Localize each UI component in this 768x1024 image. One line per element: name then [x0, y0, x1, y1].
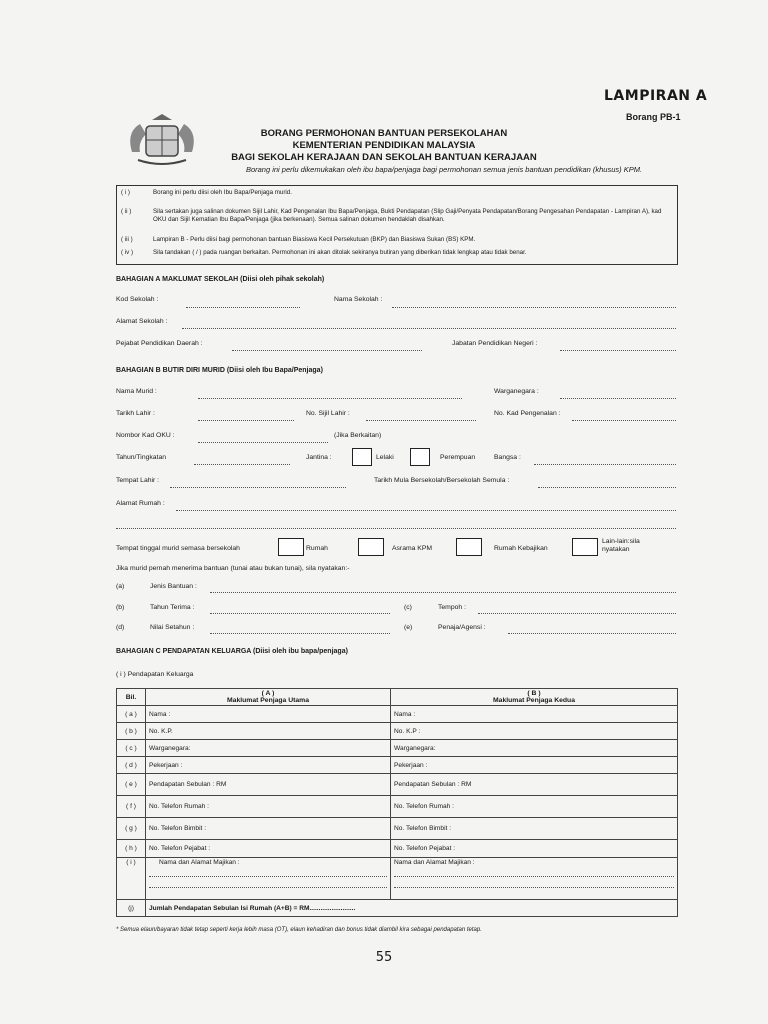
penjaga-b-cell[interactable]: No. Telefon Bimbit :: [391, 818, 678, 840]
penjaga-b-cell[interactable]: No. Telefon Rumah :: [391, 796, 678, 818]
warganegara-field[interactable]: [560, 398, 676, 399]
table-row: ( b ) No. K.P. No. K.P :: [117, 723, 678, 740]
page-number: 55: [375, 950, 393, 965]
perempuan-checkbox[interactable]: [410, 448, 430, 466]
jenis-bantuan-field[interactable]: [210, 592, 676, 593]
tahun-label: Tahun/Tingkatan: [116, 454, 167, 461]
kod-sekolah-label: Kod Sekolah :: [116, 296, 159, 303]
nama-sekolah-field[interactable]: [392, 307, 676, 308]
kad-pengenalan-field[interactable]: [572, 420, 676, 421]
table-row: ( d ) Pekerjaan : Pekerjaan :: [117, 757, 678, 774]
nama-murid-label: Nama Murid :: [116, 388, 157, 395]
jpn-label: Jabatan Pendidikan Negeri :: [452, 340, 538, 347]
warganegara-label: Warganegara :: [494, 388, 539, 395]
item-b: (b): [116, 604, 125, 611]
table-row: ( a ) Nama : Nama :: [117, 706, 678, 723]
section-c-title: BAHAGIAN C PENDAPATAN KELUARGA (Diisi oleh ibu bapa/penjaga): [116, 648, 348, 655]
tempat-tinggal-label: Tempat tinggal murid semasa bersekolah: [116, 545, 240, 552]
section-b-title: BAHAGIAN B BUTIR DIRI MURID (Diisi oleh Ibu Bapa/Penjaga): [116, 367, 323, 374]
ppd-label: Pejabat Pendidikan Daerah :: [116, 340, 203, 347]
penjaga-a-cell[interactable]: No. Telefon Rumah :: [146, 796, 391, 818]
lain-checkbox[interactable]: [572, 538, 598, 556]
penjaga-a-cell[interactable]: Pendapatan Sebulan : RM: [146, 774, 391, 796]
oku-note: (Jika Berkaitan): [334, 432, 382, 439]
form-title-line1: BORANG PERMOHONAN BANTUAN PERSEKOLAHAN: [260, 128, 508, 139]
tarikh-mula-field[interactable]: [538, 487, 676, 488]
penjaga-b-cell[interactable]: Pekerjaan :: [391, 757, 678, 774]
form-title-line3: BAGI SEKOLAH KERAJAAN DAN SEKOLAH BANTUAN KERAJAAN: [231, 152, 537, 163]
borang-code: Borang PB-1: [626, 112, 681, 122]
lain-label: Lain-lain:sila nyatakan: [602, 538, 640, 553]
majikan-a-cell[interactable]: Nama dan Alamat Majikan :: [146, 858, 391, 900]
jumlah-cell[interactable]: Jumlah Pendapatan Sebulan Isi Rumah (A+B) = RM.........................: [146, 900, 678, 917]
penjaga-a-cell[interactable]: No. Telefon Pejabat :: [146, 840, 391, 858]
sijil-lahir-field[interactable]: [366, 420, 476, 421]
table-row: ( e ) Pendapatan Sebulan : RM Pendapatan Sebulan : RM: [117, 774, 678, 796]
rumah-checkbox[interactable]: [278, 538, 304, 556]
table-row: ( f ) No. Telefon Rumah : No. Telefon Rumah :: [117, 796, 678, 818]
jantina-label: Jantina :: [306, 454, 332, 461]
col-b-header: ( B ) Maklumat Penjaga Kedua: [391, 689, 678, 706]
penjaga-b-cell[interactable]: Pendapatan Sebulan : RM: [391, 774, 678, 796]
ppd-field[interactable]: [232, 350, 422, 351]
section-a-title: BAHAGIAN A MAKLUMAT SEKOLAH (Diisi oleh pihak sekolah): [116, 276, 325, 283]
lelaki-checkbox[interactable]: [352, 448, 372, 466]
item-d: (d): [116, 624, 125, 631]
table-header-row: [117, 689, 678, 706]
majikan-b-cell[interactable]: Nama dan Alamat Majikan :: [391, 858, 678, 900]
item-a: (a): [116, 583, 125, 590]
kod-sekolah-field[interactable]: [186, 307, 300, 308]
lelaki-label: Lelaki: [376, 454, 394, 461]
penjaga-b-cell[interactable]: Nama :: [391, 706, 678, 723]
table-row: ( h ) No. Telefon Pejabat : No. Telefon Pejabat :: [117, 840, 678, 858]
form-title-line2: KEMENTERIAN PENDIDIKAN MALAYSIA: [292, 140, 476, 151]
penjaga-b-cell[interactable]: No. Telefon Pejabat :: [391, 840, 678, 858]
rumah-label: Rumah: [306, 545, 328, 552]
jpn-field[interactable]: [560, 350, 676, 351]
nama-murid-field[interactable]: [198, 398, 462, 399]
penjaga-a-cell[interactable]: No. K.P.: [146, 723, 391, 740]
table-row: ( i ) Nama dan Alamat Majikan : Nama dan Alamat Majikan :: [117, 858, 678, 900]
lampiran-label: LAMPIRAN A: [604, 88, 708, 104]
tarikh-lahir-label: Tarikh Lahir :: [116, 410, 155, 417]
footnote: * Semua elaun/bayaran tidak tetap seperti kerja lebih masa (OT), elaun kehadiran dan bonus tidak diambil kira sebagai pendapatan tetap.: [116, 927, 482, 933]
alamat-rumah-field-2[interactable]: [116, 528, 676, 529]
alamat-sekolah-label: Alamat Sekolah :: [116, 318, 168, 325]
pendapatan-subtitle: ( i ) Pendapatan Keluarga: [116, 671, 194, 678]
tempoh-field[interactable]: [478, 613, 676, 614]
penjaga-b-cell[interactable]: No. K.P :: [391, 723, 678, 740]
tahun-field[interactable]: [194, 464, 290, 465]
penjaga-a-cell[interactable]: Nama :: [146, 706, 391, 723]
perempuan-label: Perempuan: [440, 454, 476, 461]
bil-header: Bil.: [117, 689, 146, 706]
bangsa-field[interactable]: [534, 464, 676, 465]
nilai-field[interactable]: [210, 633, 390, 634]
jumlah-row: (j) Jumlah Pendapatan Sebulan Isi Rumah (A+B) = RM.........................: [117, 900, 678, 917]
nilai-label: Nilai Setahun :: [150, 624, 195, 631]
form-subtitle: Borang ini perlu dikemukakan oleh ibu bapa/penjaga bagi permohonan semua jenis bantuan pendidikan (khusus) KPM.: [245, 165, 643, 174]
item-c: (c): [404, 604, 412, 611]
penjaga-a-cell[interactable]: Pekerjaan :: [146, 757, 391, 774]
penaja-field[interactable]: [508, 633, 676, 634]
oku-field[interactable]: [198, 442, 328, 443]
tahun-terima-label: Tahun Terima :: [150, 604, 195, 611]
tempat-lahir-label: Tempat Lahir :: [116, 477, 160, 484]
kebajikan-label: Rumah Kebajikan: [494, 545, 548, 552]
income-table: [116, 688, 678, 917]
bangsa-label: Bangsa :: [494, 454, 521, 461]
penjaga-a-cell[interactable]: No. Telefon Bimbit :: [146, 818, 391, 840]
pernah-label: Jika murid pernah menerima bantuan (tunai atau bukan tunai), sila nyatakan:-: [116, 565, 350, 572]
tahun-terima-field[interactable]: [210, 613, 390, 614]
tarikh-lahir-field[interactable]: [198, 420, 294, 421]
penaja-label: Penaja/Agensi :: [438, 624, 486, 631]
alamat-sekolah-field[interactable]: [182, 328, 676, 329]
oku-label: Nombor Kad OKU :: [116, 432, 175, 439]
nama-sekolah-label: Nama Sekolah :: [334, 296, 383, 303]
jenis-bantuan-label: Jenis Bantuan :: [150, 583, 197, 590]
kad-pengenalan-label: No. Kad Pengenalan :: [494, 410, 561, 417]
instructions-box: ( i ) Borang ini perlu diisi oleh Ibu Bapa/Penjaga murid. ( ii ) Sila sertakan juga salinan dokumen Sijil Lahir, Kad Pengenalan Ibu Bapa/Penjaga, Bukti Pendapatan (Slip Gaji/Penyata Pendapatan/Borang Pengesahan Pendapatan - Lampiran A), kad OKU dan Sijil Kematian Ibu Bapa/Penjaga (jika berkenaan). Semua salinan dokumen hendaklah disahkan. ( iii ) Lampiran B - Perlu diisi bagi permohonan bantuan Biasiswa Kecil Persekutuan (BKP) dan Biasiswa Sukan (BS) KPM. ( iv ) Sila tandakan ( / ) pada ruangan berkaitan. Permohonan ini akan ditolak sekiranya butiran yang diberikan tidak lengkap atau tidak benar.: [116, 185, 678, 265]
col-a-header: ( A ) Maklumat Penjaga Utama: [146, 689, 391, 706]
item-e: (e): [404, 624, 413, 631]
alamat-rumah-field[interactable]: [176, 510, 676, 511]
table-row: ( g ) No. Telefon Bimbit : No. Telefon Bimbit :: [117, 818, 678, 840]
asrama-label: Asrama KPM: [392, 545, 433, 552]
tarikh-mula-label: Tarikh Mula Bersekolah/Bersekolah Semula :: [374, 477, 510, 484]
penjaga-a-cell[interactable]: Warganegara:: [146, 740, 391, 757]
sijil-lahir-label: No. Sijil Lahir :: [306, 410, 350, 417]
penjaga-b-cell[interactable]: Warganegara:: [391, 740, 678, 757]
tempat-lahir-field[interactable]: [170, 487, 346, 488]
alamat-rumah-label: Alamat Rumah :: [116, 500, 165, 507]
kebajikan-checkbox[interactable]: [456, 538, 482, 556]
tempoh-label: Tempoh :: [438, 604, 466, 611]
table-row: ( c ) Warganegara: Warganegara:: [117, 740, 678, 757]
asrama-checkbox[interactable]: [358, 538, 384, 556]
